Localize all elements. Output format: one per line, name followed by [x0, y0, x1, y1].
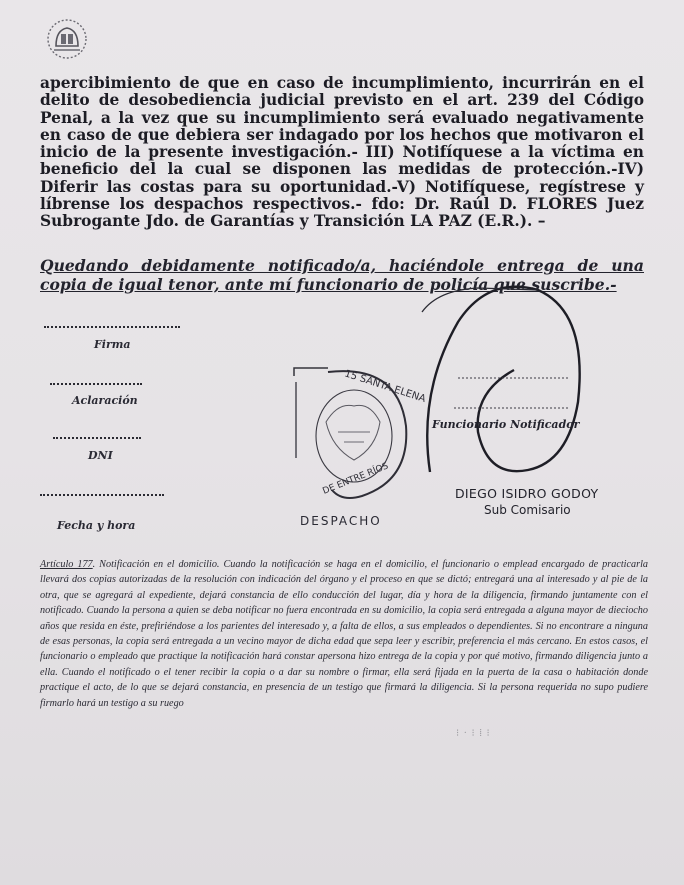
signature-label: Firma	[94, 338, 131, 351]
officer-handwritten-signature	[418, 282, 596, 482]
dni-label: DNI	[88, 449, 113, 462]
signature-line	[44, 326, 180, 328]
officer-role-label: Funcionario Notificador	[432, 418, 580, 431]
dni-line	[53, 437, 141, 439]
resolution-paragraph: apercibimiento de que en caso de incumplimiento, incurrirán en el delito de desobediencia judicial previsto en el art. 239 del Código Penal, a la vez que su incumplimiento será evaluado negativamente en caso de que debiera ser indagado por los hechos que motivaron el inicio de la presente investigación.- III) Notifíquese a la víctima en beneficio del la cual se disponen las medidas de protección.-IV) Diferir las costas para su oportunidad.-V) Notifíquese, regístrese y líbrense los despachos respectivos.- fdo: Dr. Raúl D. FLORES Juez Subrogante Jdo. de Garantías y Transición LA PAZ (E.R.). –	[40, 74, 644, 231]
seal-bottom-text: DE ENTRE RÍOS	[321, 461, 390, 497]
clarification-line	[50, 383, 142, 385]
officer-name-stamp: DIEGO ISIDRO GODOY	[455, 486, 599, 501]
article-body: . Notificación en el domicilio. Cuando la notificación se haga en el domicilio, el funcionario o emplead encargado de practicarla llevará dos copias autorizadas de la resolución con indicación del órgano y el proceso en que se dictó; entregará una al interesado y al pie de la otra, que se agregará al expediente, dejará constancia de ello conducción del lugar, día y hora de la diligencia, firmando juntamente con el notificado. Cuando la persona a quien se deba notificar no fuera encontrada en su domicilio, la copia será entregada a alguna mayor de dieciocho años que resida en éste, prefiriéndose a los parientes del interesado y, a falta de ellos, a sus empleados o dependientes. Si no encontrare a ninguna de esas personas, la copia será entregada a un vecino mayor de dicha edad que sepa leer y escribir, preferencia el más cercano. En estos casos, el funcionario o empleado que practique la notificación hará constar apersona hizo entrega de la copia y por qué motivo, firmando diligencia junto a ella. Cuando el notificado o el tener recibir la copia o a dar su nombre o firmar, ella será fijada en la puerta de la casa o habitación donde practique el acto, de lo que se dejará constancia, en presencia de un testigo que firmará la diligencia. Si la persona requerida no supo pudiere firmarlo hará un testigo a su ruego	[40, 559, 649, 709]
clarification-label: Aclaración	[72, 394, 138, 407]
officer-rank-stamp: Sub Comisario	[484, 503, 571, 517]
seal-office-label: DESPACHO	[300, 514, 382, 528]
notification-statement: Quedando debidamente notificado/a, haciéndole entrega de una copia de igual tenor, ante mí funcionario de policía que suscribe.-	[40, 256, 644, 294]
date-line	[40, 494, 164, 496]
coat-of-arms-logo	[44, 16, 90, 62]
legal-article-paragraph	[40, 557, 648, 711]
article-title: Artículo 177	[40, 559, 93, 570]
faint-stamp-mark: ⁝ · ⁝ ⁞ ⁝	[456, 728, 491, 739]
seal-top-text: 15 SANTA ELENA	[343, 368, 427, 406]
police-seal	[288, 362, 427, 512]
date-label: Fecha y hora	[57, 519, 136, 532]
